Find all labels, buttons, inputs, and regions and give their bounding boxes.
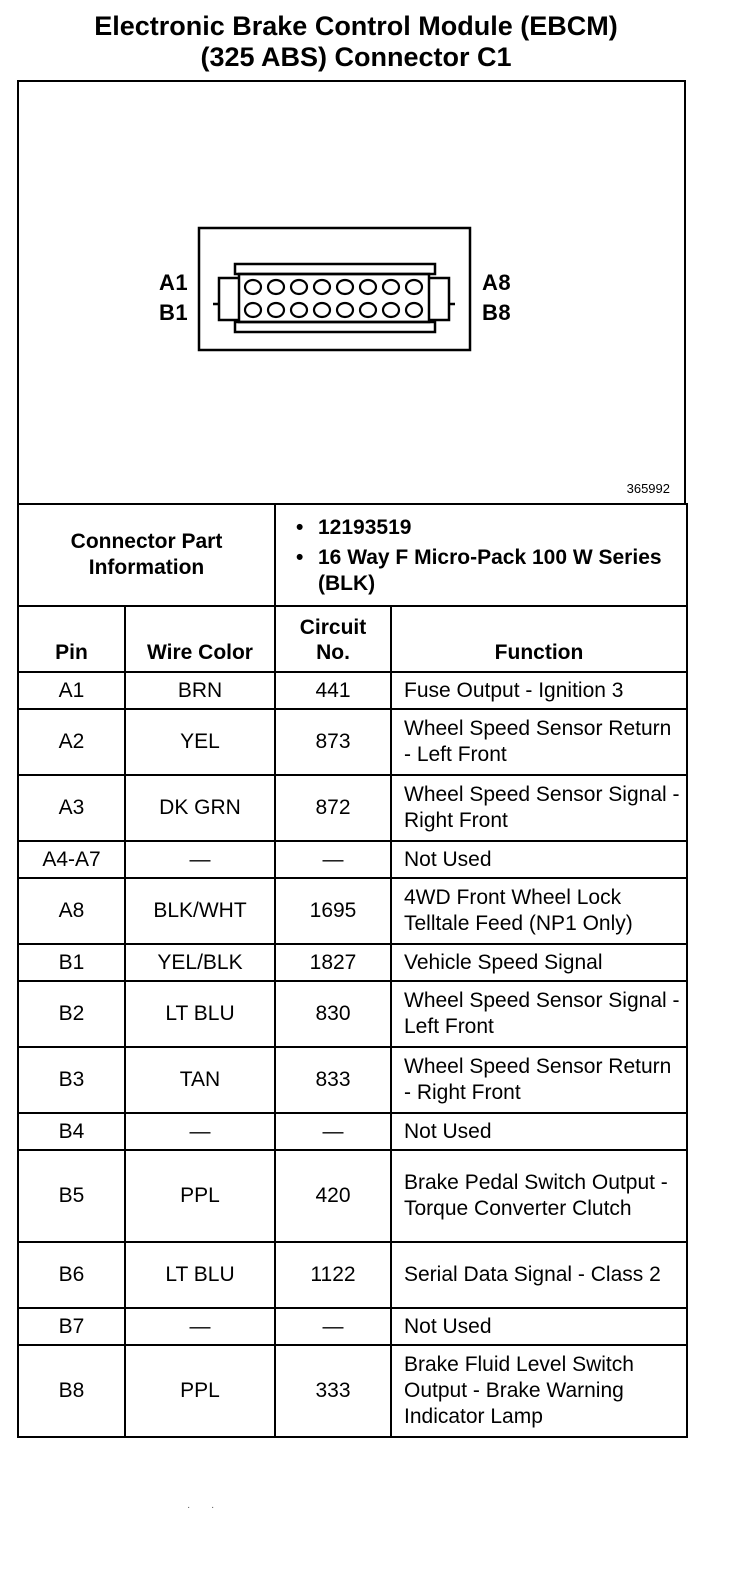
- label-b1: B1: [159, 300, 189, 325]
- pin-cavity: [268, 303, 284, 317]
- cell-function: Brake Fluid Level Switch Output - Brake Warning Indicator Lamp: [391, 1345, 687, 1437]
- cell-function: Brake Pedal Switch Output - Torque Converter Clutch: [391, 1150, 687, 1242]
- cell-function: Serial Data Signal - Class 2: [391, 1242, 687, 1308]
- table-row: [18, 1345, 687, 1437]
- cell-function: Fuse Output - Ignition 3: [391, 672, 687, 709]
- cell-function: Not Used: [391, 1308, 687, 1345]
- cell-circuit-no: 1122: [275, 1242, 391, 1308]
- header-function: Function: [391, 606, 687, 672]
- pin-table-header: [18, 606, 687, 672]
- pin-cavity: [314, 303, 330, 317]
- cell-pin: B4: [18, 1113, 125, 1150]
- cell-circuit-no: 1827: [275, 944, 391, 981]
- header-pin: Pin: [18, 606, 125, 672]
- cell-wire-color: —: [125, 841, 275, 878]
- cell-function: Wheel Speed Sensor Signal - Left Front: [391, 981, 687, 1047]
- cell-pin: B8: [18, 1345, 125, 1437]
- cell-circuit-no: 872: [275, 775, 391, 841]
- cell-circuit-no: 830: [275, 981, 391, 1047]
- cell-circuit-no: 420: [275, 1150, 391, 1242]
- connector-description: • 16 Way F Micro-Pack 100 W Series (BLK): [296, 546, 662, 595]
- cell-pin: A3: [18, 775, 125, 841]
- connector-drawing: [19, 82, 684, 506]
- bullet-icon: •: [296, 516, 304, 539]
- cell-wire-color: LT BLU: [125, 981, 275, 1047]
- cell-pin: A8: [18, 878, 125, 944]
- cell-pin: A1: [18, 672, 125, 709]
- pin-cavity: [245, 280, 261, 294]
- table-row: [18, 981, 687, 1047]
- header-circuit-no: Circuit No.: [275, 606, 391, 672]
- cell-circuit-no: —: [275, 1308, 391, 1345]
- scan-speck: ·: [187, 1502, 191, 1513]
- cell-wire-color: BLK/WHT: [125, 878, 275, 944]
- table-row: [18, 841, 687, 878]
- cell-circuit-no: 873: [275, 709, 391, 775]
- table-row: [18, 878, 687, 944]
- table-row: [18, 1047, 687, 1113]
- cell-function: Not Used: [391, 841, 687, 878]
- cell-pin: B7: [18, 1308, 125, 1345]
- connector-info-table: [17, 503, 688, 607]
- table-row: [18, 709, 687, 775]
- table-row: [18, 1242, 687, 1308]
- pin-cavity: [360, 303, 376, 317]
- pin-cavity: [360, 280, 376, 294]
- cell-wire-color: DK GRN: [125, 775, 275, 841]
- cell-wire-color: LT BLU: [125, 1242, 275, 1308]
- right-latch: [429, 278, 455, 320]
- cell-wire-color: PPL: [125, 1150, 275, 1242]
- table-row: [18, 1150, 687, 1242]
- table-row: [18, 775, 687, 841]
- scan-speck: ·: [211, 1502, 215, 1513]
- pin-cavity: [314, 280, 330, 294]
- cell-function: Wheel Speed Sensor Return - Left Front: [391, 709, 687, 775]
- label-a8: A8: [482, 270, 512, 295]
- header-wire-color: Wire Color: [125, 606, 275, 672]
- cell-wire-color: —: [125, 1308, 275, 1345]
- cell-circuit-no: 333: [275, 1345, 391, 1437]
- cell-function: Not Used: [391, 1113, 687, 1150]
- cell-wire-color: BRN: [125, 672, 275, 709]
- cell-circuit-no: —: [275, 1113, 391, 1150]
- page-title-line-2: (325 ABS) Connector C1: [200, 42, 512, 72]
- cell-wire-color: PPL: [125, 1345, 275, 1437]
- cell-circuit-no: 441: [275, 672, 391, 709]
- table-row: [18, 1308, 687, 1345]
- connector-diagram: [17, 80, 686, 504]
- pin-cavity: [291, 303, 307, 317]
- cell-pin: B2: [18, 981, 125, 1047]
- cell-pin: B5: [18, 1150, 125, 1242]
- connector-info-items: [275, 504, 687, 606]
- pin-cavity: [406, 280, 422, 294]
- pin-cavity: [337, 280, 353, 294]
- connector-body: [239, 274, 429, 322]
- pin-cavity: [406, 303, 422, 317]
- pin-cavity: [383, 280, 399, 294]
- cell-wire-color: —: [125, 1113, 275, 1150]
- figure-number: 365992: [626, 481, 670, 496]
- pin-cavity: [268, 280, 284, 294]
- pin-cavity: [291, 280, 307, 294]
- cell-circuit-no: —: [275, 841, 391, 878]
- table-row: [18, 944, 687, 981]
- cell-wire-color: YEL: [125, 709, 275, 775]
- connector-part-number: • 12193519: [296, 516, 412, 539]
- cell-function: Vehicle Speed Signal: [391, 944, 687, 981]
- cell-pin: B6: [18, 1242, 125, 1308]
- bullet-icon: •: [296, 546, 304, 569]
- cell-function: Wheel Speed Sensor Signal - Right Front: [391, 775, 687, 841]
- cell-pin: B3: [18, 1047, 125, 1113]
- cell-pin: A4-A7: [18, 841, 125, 878]
- pin-cavity: [337, 303, 353, 317]
- cell-wire-color: YEL/BLK: [125, 944, 275, 981]
- pin-table: [17, 605, 688, 1438]
- table-row: [18, 672, 687, 709]
- cell-pin: A2: [18, 709, 125, 775]
- pin-cavity: [383, 303, 399, 317]
- page-title-line-1: Electronic Brake Control Module (EBCM): [94, 11, 618, 41]
- connector-bottom-rail: [235, 322, 435, 332]
- connector-top-rail: [235, 264, 435, 274]
- cell-function: 4WD Front Wheel Lock Telltale Feed (NP1 Only): [391, 878, 687, 944]
- table-row: [18, 1113, 687, 1150]
- cell-circuit-no: 833: [275, 1047, 391, 1113]
- pin-cavity: [245, 303, 261, 317]
- label-b8: B8: [482, 300, 512, 325]
- label-a1: A1: [159, 270, 189, 295]
- connector-info-heading: Connector Part Information: [18, 504, 275, 606]
- left-latch: [213, 278, 239, 320]
- cell-wire-color: TAN: [125, 1047, 275, 1113]
- cell-pin: B1: [18, 944, 125, 981]
- cell-function: Wheel Speed Sensor Return - Right Front: [391, 1047, 687, 1113]
- cell-circuit-no: 1695: [275, 878, 391, 944]
